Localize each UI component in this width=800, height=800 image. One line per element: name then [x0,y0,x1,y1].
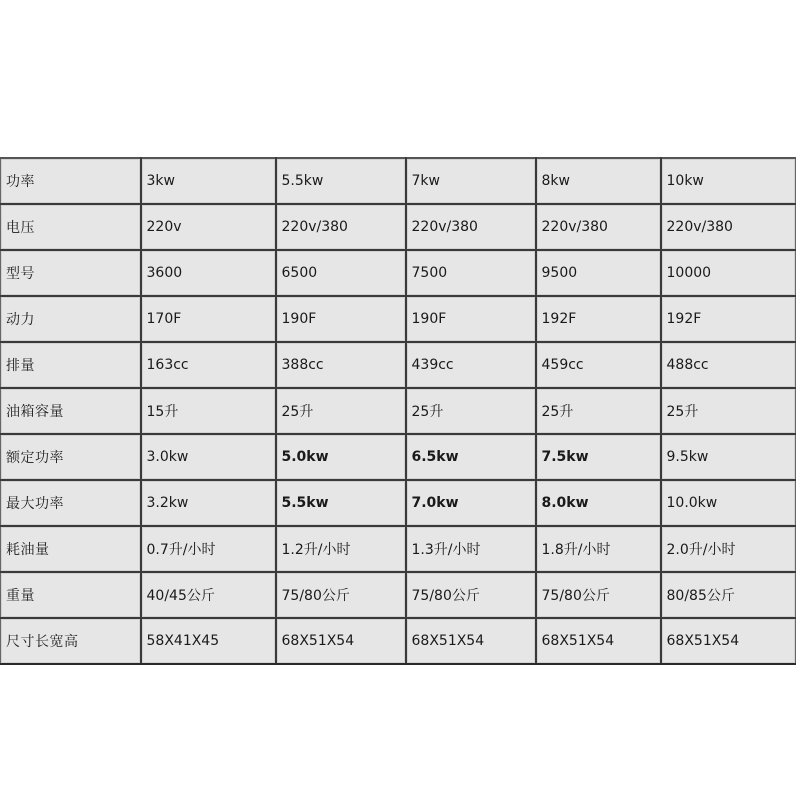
row-label: 最大功率 [1,480,141,526]
row-rated-power [1,434,796,480]
cell: 7.5kw [536,434,661,480]
cell: 5.5kw [276,158,406,204]
row-label: 耗油量 [1,526,141,572]
cell: 7500 [406,250,536,296]
cell: 25升 [536,388,661,434]
cell: 9.5kw [661,434,796,480]
cell: 459cc [536,342,661,388]
cell: 192F [661,296,796,342]
row-label: 型号 [1,250,141,296]
row-engine [1,296,796,342]
cell: 68X51X54 [536,618,661,664]
cell: 9500 [536,250,661,296]
cell: 15升 [141,388,276,434]
cell: 10000 [661,250,796,296]
cell: 75/80公斤 [406,572,536,618]
cell: 6500 [276,250,406,296]
cell: 1.3升/小时 [406,526,536,572]
cell: 75/80公斤 [536,572,661,618]
cell: 40/45公斤 [141,572,276,618]
cell: 68X51X54 [406,618,536,664]
cell: 75/80公斤 [276,572,406,618]
cell: 25升 [661,388,796,434]
row-label: 重量 [1,572,141,618]
cell: 0.7升/小时 [141,526,276,572]
cell: 163cc [141,342,276,388]
row-max-power [1,480,796,526]
cell: 6.5kw [406,434,536,480]
cell: 220v/380 [276,204,406,250]
cell: 10kw [661,158,796,204]
row-fuel-consumption [1,526,796,572]
cell: 8.0kw [536,480,661,526]
cell: 190F [406,296,536,342]
cell: 3.0kw [141,434,276,480]
cell: 10.0kw [661,480,796,526]
cell: 58X41X45 [141,618,276,664]
cell: 388cc [276,342,406,388]
cell: 80/85公斤 [661,572,796,618]
cell: 25升 [276,388,406,434]
cell: 8kw [536,158,661,204]
cell: 1.8升/小时 [536,526,661,572]
cell: 439cc [406,342,536,388]
cell: 220v/380 [406,204,536,250]
row-displacement [1,342,796,388]
cell: 68X51X54 [276,618,406,664]
cell: 220v/380 [536,204,661,250]
cell: 192F [536,296,661,342]
spec-table [0,157,796,665]
row-label: 动力 [1,296,141,342]
row-model [1,250,796,296]
row-weight [1,572,796,618]
cell: 220v/380 [661,204,796,250]
cell: 68X51X54 [661,618,796,664]
cell: 3kw [141,158,276,204]
row-label: 电压 [1,204,141,250]
cell: 170F [141,296,276,342]
cell: 220v [141,204,276,250]
cell: 2.0升/小时 [661,526,796,572]
cell: 488cc [661,342,796,388]
row-tank-capacity [1,388,796,434]
cell: 3.2kw [141,480,276,526]
cell: 3600 [141,250,276,296]
row-label: 尺寸长宽高 [1,618,141,664]
cell: 5.0kw [276,434,406,480]
cell: 5.5kw [276,480,406,526]
row-voltage [1,204,796,250]
cell: 7kw [406,158,536,204]
row-power [1,158,796,204]
row-label: 排量 [1,342,141,388]
row-label: 油箱容量 [1,388,141,434]
cell: 25升 [406,388,536,434]
cell: 1.2升/小时 [276,526,406,572]
cell: 190F [276,296,406,342]
row-label: 额定功率 [1,434,141,480]
cell: 7.0kw [406,480,536,526]
row-label: 功率 [1,158,141,204]
row-dimensions [1,618,796,664]
